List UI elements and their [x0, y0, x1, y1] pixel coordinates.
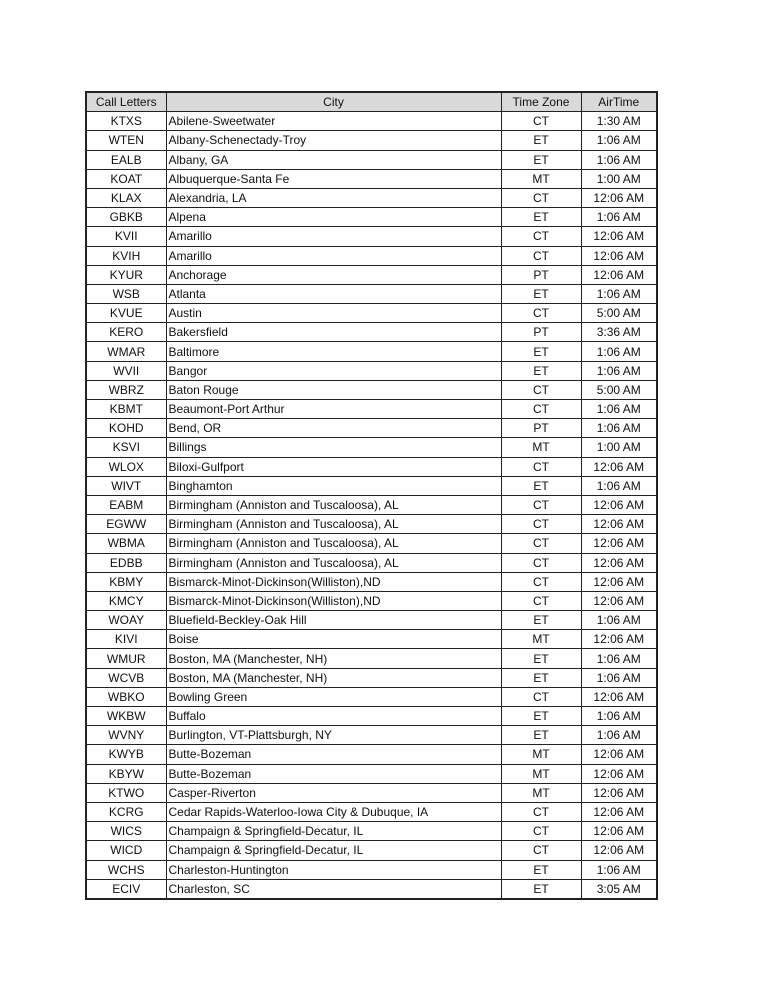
table-row	[86, 246, 657, 265]
time-zone-cell: CT	[501, 802, 581, 821]
city-cell: Baltimore	[166, 342, 501, 361]
airtime-cell: 1:06 AM	[581, 707, 657, 726]
table-row	[86, 572, 657, 591]
table-row	[86, 515, 657, 534]
airtime-cell: 12:06 AM	[581, 783, 657, 802]
call-letters-cell: KMCY	[86, 591, 166, 610]
city-cell: Atlanta	[166, 284, 501, 303]
airtime-cell: 12:06 AM	[581, 246, 657, 265]
airtime-cell: 5:00 AM	[581, 380, 657, 399]
table-row	[86, 304, 657, 323]
call-letters-cell: KBYW	[86, 764, 166, 783]
city-cell: Charleston-Huntington	[166, 860, 501, 879]
time-zone-cell: ET	[501, 342, 581, 361]
city-cell: Butte-Bozeman	[166, 764, 501, 783]
airtime-cell: 12:06 AM	[581, 745, 657, 764]
call-letters-cell: KLAX	[86, 188, 166, 207]
airtime-cell: 1:00 AM	[581, 169, 657, 188]
table-row	[86, 265, 657, 284]
call-letters-cell: KCRG	[86, 802, 166, 821]
city-cell: Baton Rouge	[166, 380, 501, 399]
airtime-cell: 12:06 AM	[581, 457, 657, 476]
city-cell: Boston, MA (Manchester, NH)	[166, 668, 501, 687]
table-row	[86, 591, 657, 610]
airtime-cell: 1:06 AM	[581, 726, 657, 745]
airtime-cell: 1:06 AM	[581, 860, 657, 879]
call-letters-cell: KWYB	[86, 745, 166, 764]
table-header	[86, 92, 657, 112]
table-row	[86, 764, 657, 783]
time-zone-cell: ET	[501, 726, 581, 745]
city-cell: Bangor	[166, 361, 501, 380]
table-row	[86, 438, 657, 457]
city-cell: Biloxi-Gulfport	[166, 457, 501, 476]
time-zone-cell: ET	[501, 150, 581, 169]
time-zone-cell: MT	[501, 630, 581, 649]
time-zone-cell: CT	[501, 304, 581, 323]
airtime-cell: 12:06 AM	[581, 822, 657, 841]
call-letters-cell: KOHD	[86, 419, 166, 438]
table-row	[86, 150, 657, 169]
airtime-cell: 5:00 AM	[581, 304, 657, 323]
table-row	[86, 879, 657, 899]
airtime-cell: 12:06 AM	[581, 265, 657, 284]
airtime-cell: 1:00 AM	[581, 438, 657, 457]
city-cell: Abilene-Sweetwater	[166, 112, 501, 131]
city-cell: Bowling Green	[166, 687, 501, 706]
airtime-cell: 1:06 AM	[581, 208, 657, 227]
time-zone-cell: CT	[501, 400, 581, 419]
time-zone-cell: ET	[501, 879, 581, 899]
city-cell: Amarillo	[166, 246, 501, 265]
city-cell: Butte-Bozeman	[166, 745, 501, 764]
airtime-cell: 1:06 AM	[581, 284, 657, 303]
time-zone-cell: CT	[501, 515, 581, 534]
airtime-cell: 12:06 AM	[581, 227, 657, 246]
call-letters-cell: KTXS	[86, 112, 166, 131]
city-cell: Buffalo	[166, 707, 501, 726]
call-letters-cell: KOAT	[86, 169, 166, 188]
airtime-cell: 1:06 AM	[581, 649, 657, 668]
time-zone-cell: MT	[501, 764, 581, 783]
call-letters-cell: EDBB	[86, 553, 166, 572]
city-cell: Albuquerque-Santa Fe	[166, 169, 501, 188]
airtime-cell: 12:06 AM	[581, 764, 657, 783]
city-cell: Alexandria, LA	[166, 188, 501, 207]
call-letters-cell: WSB	[86, 284, 166, 303]
airtime-cell: 1:06 AM	[581, 150, 657, 169]
airtime-cell: 12:06 AM	[581, 188, 657, 207]
time-zone-cell: CT	[501, 591, 581, 610]
call-letters-cell: KERO	[86, 323, 166, 342]
city-cell: Bismarck-Minot-Dickinson(Williston),ND	[166, 572, 501, 591]
table-row	[86, 687, 657, 706]
call-letters-cell: KVUE	[86, 304, 166, 323]
header-call-letters: Call Letters	[86, 92, 166, 112]
call-letters-cell: KVIH	[86, 246, 166, 265]
city-cell: Bismarck-Minot-Dickinson(Williston),ND	[166, 591, 501, 610]
header-row	[86, 92, 657, 112]
call-letters-cell: WVII	[86, 361, 166, 380]
time-zone-cell: ET	[501, 361, 581, 380]
time-zone-cell: CT	[501, 112, 581, 131]
time-zone-cell: PT	[501, 323, 581, 342]
city-cell: Birmingham (Anniston and Tuscaloosa), AL	[166, 515, 501, 534]
city-cell: Albany, GA	[166, 150, 501, 169]
table-row	[86, 822, 657, 841]
time-zone-cell: CT	[501, 534, 581, 553]
table-row	[86, 400, 657, 419]
call-letters-cell: KIVI	[86, 630, 166, 649]
table-row	[86, 630, 657, 649]
call-letters-cell: EALB	[86, 150, 166, 169]
table-row	[86, 457, 657, 476]
call-letters-cell: WMAR	[86, 342, 166, 361]
airtime-cell: 1:06 AM	[581, 131, 657, 150]
table-row	[86, 707, 657, 726]
time-zone-cell: ET	[501, 860, 581, 879]
call-letters-cell: WCHS	[86, 860, 166, 879]
table-row	[86, 419, 657, 438]
time-zone-cell: MT	[501, 745, 581, 764]
table-row	[86, 649, 657, 668]
table-row	[86, 284, 657, 303]
call-letters-cell: EABM	[86, 495, 166, 514]
time-zone-cell: MT	[501, 169, 581, 188]
time-zone-cell: CT	[501, 227, 581, 246]
header-time-zone: Time Zone	[501, 92, 581, 112]
airtime-cell: 1:06 AM	[581, 361, 657, 380]
table-row	[86, 611, 657, 630]
city-cell: Birmingham (Anniston and Tuscaloosa), AL	[166, 553, 501, 572]
table-row	[86, 208, 657, 227]
table-row	[86, 553, 657, 572]
call-letters-cell: WICD	[86, 841, 166, 860]
city-cell: Champaign & Springfield-Decatur, IL	[166, 822, 501, 841]
city-cell: Birmingham (Anniston and Tuscaloosa), AL	[166, 534, 501, 553]
call-letters-cell: EGWW	[86, 515, 166, 534]
time-zone-cell: MT	[501, 438, 581, 457]
table-row	[86, 841, 657, 860]
table-row	[86, 668, 657, 687]
table-row	[86, 476, 657, 495]
airtime-cell: 12:06 AM	[581, 591, 657, 610]
city-cell: Boston, MA (Manchester, NH)	[166, 649, 501, 668]
call-letters-cell: KBMY	[86, 572, 166, 591]
call-letters-cell: WLOX	[86, 457, 166, 476]
table-row	[86, 188, 657, 207]
header-airtime: AirTime	[581, 92, 657, 112]
airtime-cell: 1:06 AM	[581, 342, 657, 361]
table-row	[86, 534, 657, 553]
city-cell: Birmingham (Anniston and Tuscaloosa), AL	[166, 495, 501, 514]
time-zone-cell: ET	[501, 131, 581, 150]
airtime-cell: 12:06 AM	[581, 630, 657, 649]
table-row	[86, 495, 657, 514]
city-cell: Champaign & Springfield-Decatur, IL	[166, 841, 501, 860]
station-schedule-table	[85, 91, 658, 900]
city-cell: Beaumont-Port Arthur	[166, 400, 501, 419]
time-zone-cell: PT	[501, 419, 581, 438]
table-row	[86, 783, 657, 802]
time-zone-cell: CT	[501, 841, 581, 860]
airtime-cell: 1:06 AM	[581, 611, 657, 630]
city-cell: Austin	[166, 304, 501, 323]
call-letters-cell: GBKB	[86, 208, 166, 227]
time-zone-cell: ET	[501, 611, 581, 630]
airtime-cell: 3:05 AM	[581, 879, 657, 899]
time-zone-cell: CT	[501, 572, 581, 591]
table-row	[86, 802, 657, 821]
time-zone-cell: CT	[501, 553, 581, 572]
time-zone-cell: CT	[501, 457, 581, 476]
time-zone-cell: ET	[501, 208, 581, 227]
table-row	[86, 227, 657, 246]
call-letters-cell: WKBW	[86, 707, 166, 726]
city-cell: Burlington, VT-Plattsburgh, NY	[166, 726, 501, 745]
table-row	[86, 745, 657, 764]
call-letters-cell: WIVT	[86, 476, 166, 495]
call-letters-cell: KVII	[86, 227, 166, 246]
table-row	[86, 361, 657, 380]
call-letters-cell: WBRZ	[86, 380, 166, 399]
call-letters-cell: WVNY	[86, 726, 166, 745]
airtime-cell: 12:06 AM	[581, 534, 657, 553]
airtime-cell: 12:06 AM	[581, 553, 657, 572]
call-letters-cell: KSVI	[86, 438, 166, 457]
call-letters-cell: KTWO	[86, 783, 166, 802]
city-cell: Amarillo	[166, 227, 501, 246]
airtime-cell: 1:06 AM	[581, 419, 657, 438]
table-row	[86, 380, 657, 399]
city-cell: Cedar Rapids-Waterloo-Iowa City & Dubuque, IA	[166, 802, 501, 821]
airtime-cell: 12:06 AM	[581, 687, 657, 706]
call-letters-cell: WCVB	[86, 668, 166, 687]
call-letters-cell: KYUR	[86, 265, 166, 284]
table-row	[86, 860, 657, 879]
airtime-cell: 1:06 AM	[581, 400, 657, 419]
city-cell: Bakersfield	[166, 323, 501, 342]
airtime-cell: 1:06 AM	[581, 668, 657, 687]
time-zone-cell: ET	[501, 649, 581, 668]
table-row	[86, 342, 657, 361]
call-letters-cell: WBKO	[86, 687, 166, 706]
time-zone-cell: CT	[501, 246, 581, 265]
table-row	[86, 169, 657, 188]
city-cell: Charleston, SC	[166, 879, 501, 899]
airtime-cell: 12:06 AM	[581, 515, 657, 534]
table-body	[86, 112, 657, 899]
city-cell: Albany-Schenectady-Troy	[166, 131, 501, 150]
time-zone-cell: MT	[501, 783, 581, 802]
airtime-cell: 1:06 AM	[581, 476, 657, 495]
airtime-cell: 3:36 AM	[581, 323, 657, 342]
time-zone-cell: ET	[501, 284, 581, 303]
call-letters-cell: WOAY	[86, 611, 166, 630]
call-letters-cell: KBMT	[86, 400, 166, 419]
city-cell: Casper-Riverton	[166, 783, 501, 802]
call-letters-cell: WTEN	[86, 131, 166, 150]
city-cell: Bend, OR	[166, 419, 501, 438]
time-zone-cell: ET	[501, 476, 581, 495]
call-letters-cell: WBMA	[86, 534, 166, 553]
time-zone-cell: CT	[501, 687, 581, 706]
time-zone-cell: ET	[501, 668, 581, 687]
time-zone-cell: CT	[501, 188, 581, 207]
header-city: City	[166, 92, 501, 112]
time-zone-cell: ET	[501, 707, 581, 726]
city-cell: Boise	[166, 630, 501, 649]
time-zone-cell: CT	[501, 822, 581, 841]
city-cell: Anchorage	[166, 265, 501, 284]
call-letters-cell: WMUR	[86, 649, 166, 668]
city-cell: Bluefield-Beckley-Oak Hill	[166, 611, 501, 630]
table-row	[86, 726, 657, 745]
call-letters-cell: WICS	[86, 822, 166, 841]
call-letters-cell: ECIV	[86, 879, 166, 899]
time-zone-cell: PT	[501, 265, 581, 284]
city-cell: Binghamton	[166, 476, 501, 495]
table-row	[86, 112, 657, 131]
airtime-cell: 12:06 AM	[581, 495, 657, 514]
time-zone-cell: CT	[501, 495, 581, 514]
time-zone-cell: CT	[501, 380, 581, 399]
city-cell: Billings	[166, 438, 501, 457]
airtime-cell: 12:06 AM	[581, 841, 657, 860]
airtime-cell: 1:30 AM	[581, 112, 657, 131]
table-row	[86, 131, 657, 150]
table-row	[86, 323, 657, 342]
airtime-cell: 12:06 AM	[581, 572, 657, 591]
airtime-cell: 12:06 AM	[581, 802, 657, 821]
city-cell: Alpena	[166, 208, 501, 227]
